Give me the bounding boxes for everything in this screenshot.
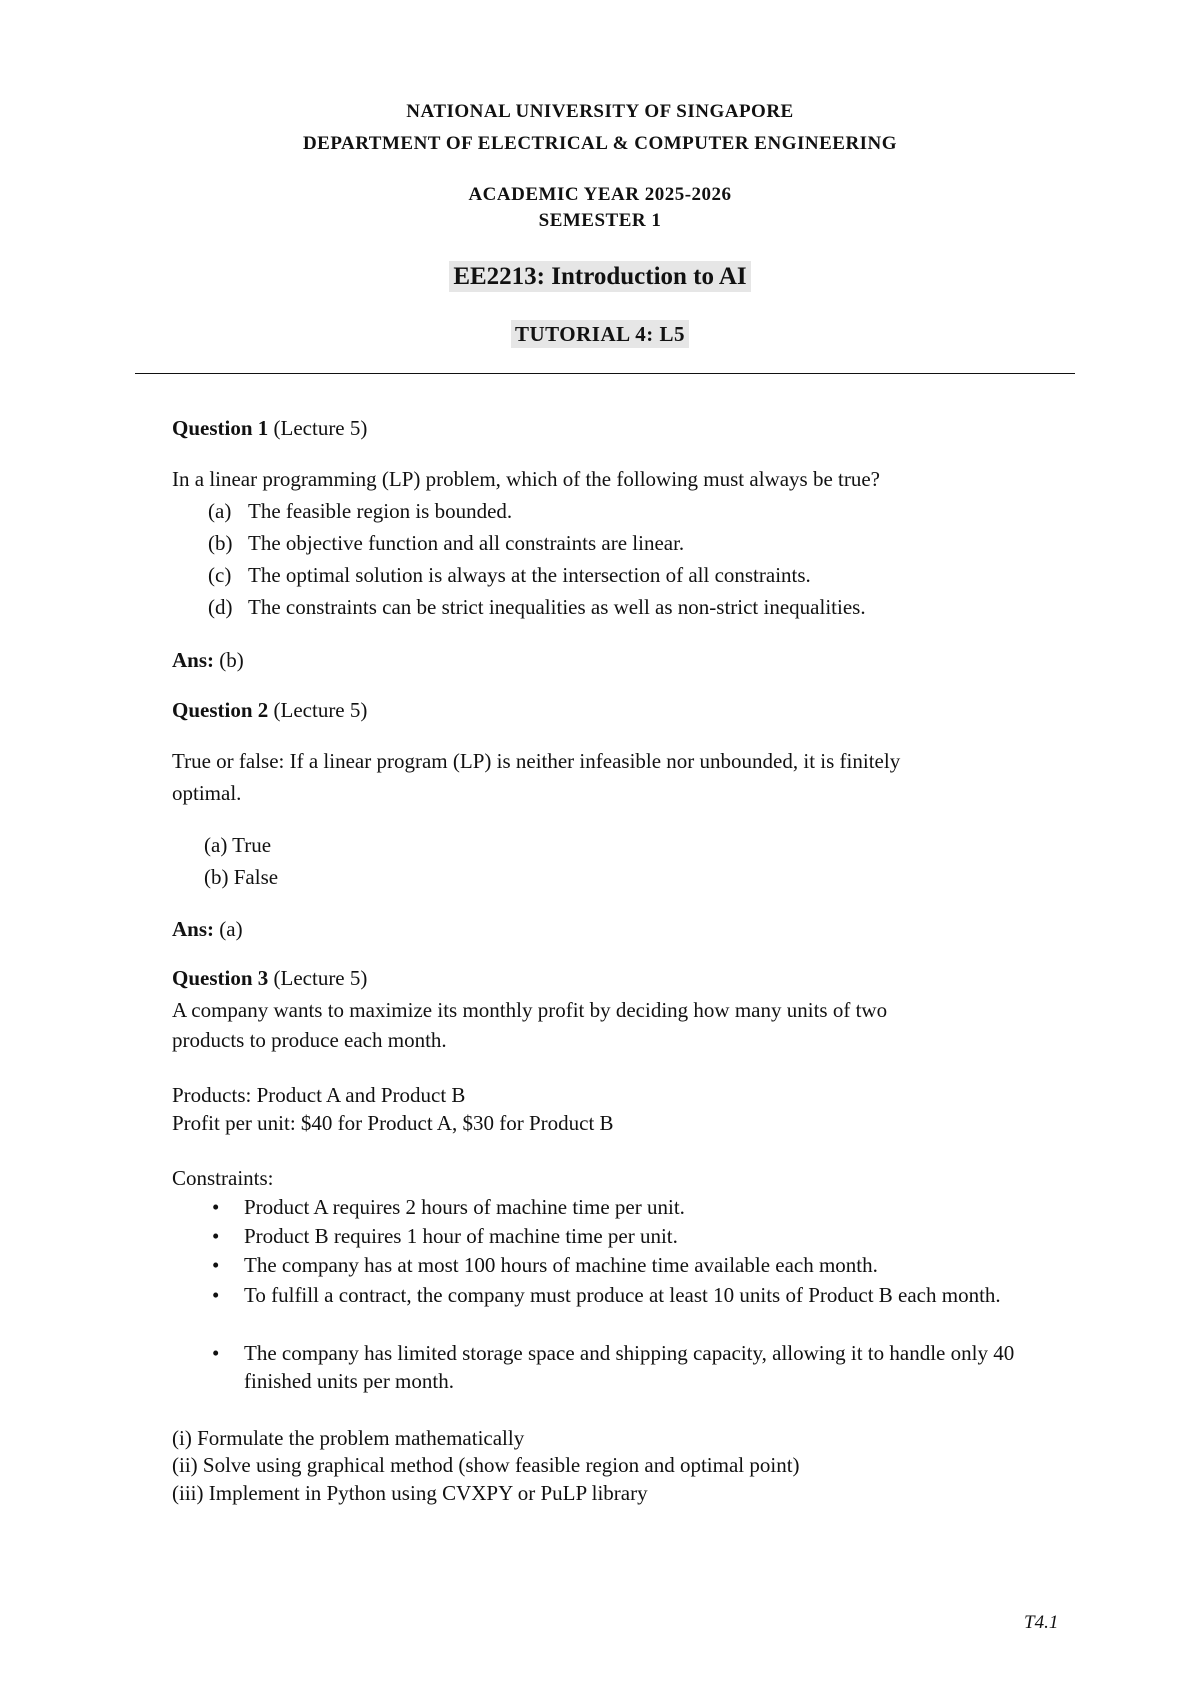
q3-task: (iii) Implement in Python using CVXPY or PuLP library xyxy=(172,1481,648,1505)
q2-answer-value: (a) xyxy=(214,917,243,941)
q1-answer-value: (b) xyxy=(214,648,244,672)
q2-title: Question 2 xyxy=(172,698,269,722)
q3-products: Products: Product A and Product B xyxy=(172,1083,466,1107)
q3-task: (ii) Solve using graphical method (show feasible region and optimal point) xyxy=(172,1453,800,1477)
q2-option: (a) True xyxy=(204,833,272,857)
q1-option xyxy=(208,497,512,525)
bullet-icon: • xyxy=(212,1341,220,1365)
q1-option-text: The objective function and all constraints are linear. xyxy=(248,531,685,555)
university-name: NATIONAL UNIVERSITY OF SINGAPORE xyxy=(406,101,794,122)
bullet-icon: • xyxy=(212,1253,220,1277)
q1-answer xyxy=(172,646,244,674)
q3-task: (i) Formulate the problem mathematically xyxy=(172,1426,525,1450)
q1-option xyxy=(208,561,811,589)
q2-option: (b) False xyxy=(204,865,279,889)
q1-prompt: In a linear programming (LP) problem, which of the following must always be true? xyxy=(172,467,880,491)
q1-option-text: The feasible region is bounded. xyxy=(248,499,513,523)
q1-option xyxy=(208,529,684,557)
constraint-text: Product A requires 2 hours of machine time per unit. xyxy=(244,1195,685,1219)
header-divider xyxy=(135,373,1075,374)
q2-prompt-line1: True or false: If a linear program (LP) is neither infeasible nor unbounded, it is finitely xyxy=(172,749,901,773)
q1-option-label: (b) xyxy=(208,531,233,555)
q1-title: Question 1 xyxy=(172,416,269,440)
q1-option-label: (a) xyxy=(208,499,232,523)
semester: SEMESTER 1 xyxy=(538,210,662,231)
q1-ref: (Lecture 5) xyxy=(268,416,368,440)
q1-answer-label: Ans: xyxy=(172,648,215,672)
constraint-text: The company has at most 100 hours of machine time available each month. xyxy=(244,1253,878,1277)
bullet-icon: • xyxy=(212,1224,220,1248)
q1-option-text: The optimal solution is always at the intersection of all constraints. xyxy=(248,563,811,587)
bullet-icon: • xyxy=(212,1283,220,1307)
course-title-line xyxy=(0,263,1200,291)
q1-option-label: (c) xyxy=(208,563,232,587)
q2-answer-label: Ans: xyxy=(172,917,215,941)
q1-option xyxy=(208,593,866,621)
q3-constraints-label: Constraints: xyxy=(172,1166,274,1190)
constraint-text: Product B requires 1 hour of machine time per unit. xyxy=(244,1224,678,1248)
constraint-text: The company has limited storage space and shipping capacity, allowing it to handle only 40 finished units per month. xyxy=(244,1341,1015,1393)
q3-ref: (Lecture 5) xyxy=(268,966,368,990)
constraint-text: To fulfill a contract, the company must produce at least 10 units of Product B each month. xyxy=(244,1283,1001,1307)
academic-year: ACADEMIC YEAR 2025-2026 xyxy=(468,184,732,205)
course-title: EE2213: Introduction to AI xyxy=(449,261,750,292)
q3-title: Question 3 xyxy=(172,966,269,990)
q3-heading xyxy=(172,964,367,992)
q2-heading xyxy=(172,696,367,724)
q2-ref: (Lecture 5) xyxy=(268,698,368,722)
page-number: T4.1 xyxy=(1024,1612,1059,1633)
q3-profit: Profit per unit: $40 for Product A, $30 for Product B xyxy=(172,1111,614,1135)
q3-intro-line2: products to produce each month. xyxy=(172,1028,447,1052)
q2-prompt-line2: optimal. xyxy=(172,781,242,805)
q2-answer xyxy=(172,915,243,943)
bullet-icon: • xyxy=(212,1195,220,1219)
q1-option-text: The constraints can be strict inequalities as well as non-strict inequalities. xyxy=(248,595,866,619)
department-name: DEPARTMENT OF ELECTRICAL & COMPUTER ENGINEERING xyxy=(302,133,898,154)
q1-option-label: (d) xyxy=(208,595,233,619)
tutorial-title: TUTORIAL 4: L5 xyxy=(511,320,689,348)
q1-heading xyxy=(172,414,367,442)
q3-intro-line1: A company wants to maximize its monthly profit by deciding how many units of two xyxy=(172,998,888,1022)
tutorial-title-line xyxy=(0,322,1200,347)
